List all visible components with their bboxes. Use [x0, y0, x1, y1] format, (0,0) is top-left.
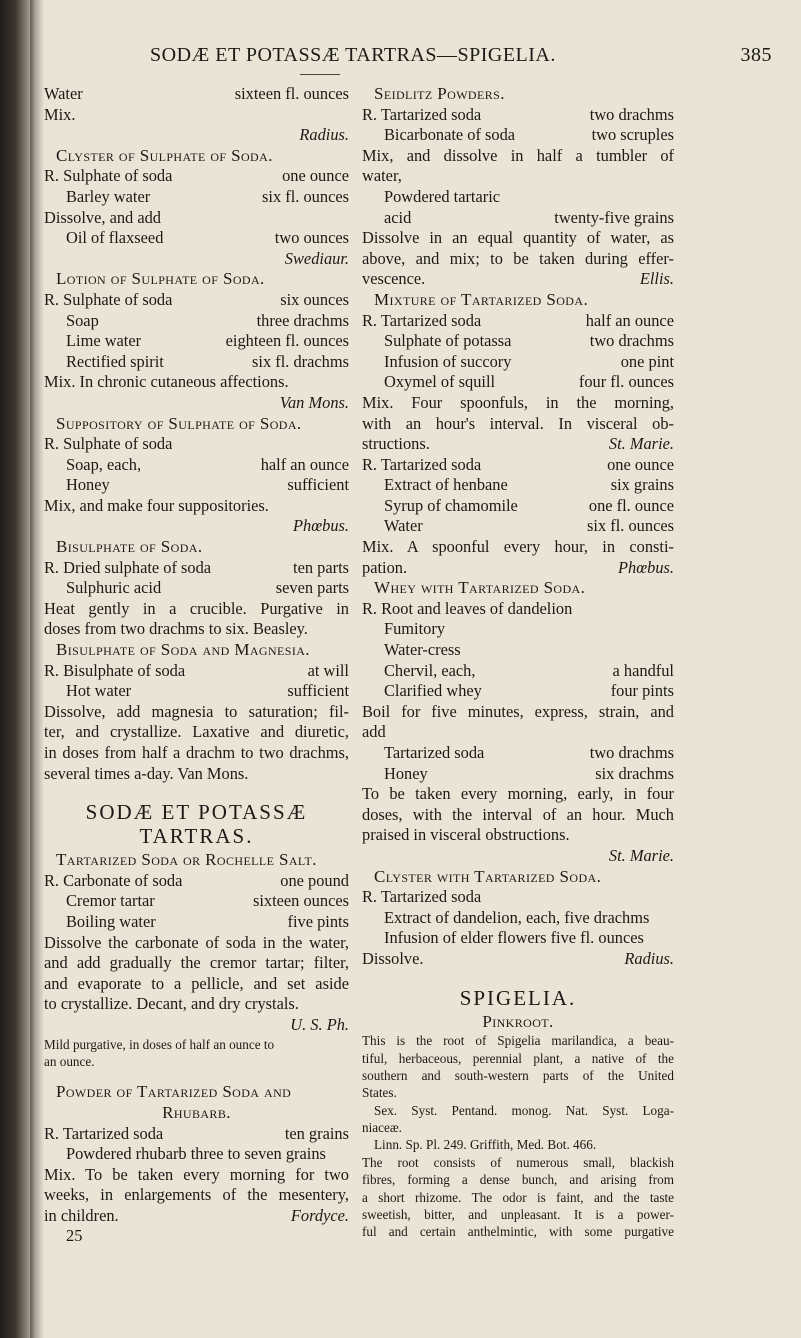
ingredient-quantity: Fordyce. — [290, 1205, 349, 1225]
text-line: in doses from half a drachm to two drachms, — [44, 743, 349, 762]
ingredient-quantity: Ellis. — [639, 269, 674, 289]
ingredient-quantity: twenty-five grains — [554, 207, 674, 227]
ingredient-quantity: one fl. ounce — [588, 495, 674, 515]
ingredient-line — [44, 475, 349, 496]
text-line: weeks, in enlargements of the mesentery, — [44, 1185, 349, 1205]
description-line: The root consists of numerous small, blackish — [362, 1154, 674, 1170]
ingredient-line — [44, 290, 349, 311]
text-line: ter, and crystallize. Laxative and diuretic, — [44, 722, 349, 742]
ingredient-quantity: sufficient — [287, 475, 349, 495]
ingredient-name: Bicarbonate of soda — [384, 125, 516, 145]
text-line: water, — [362, 166, 402, 186]
ingredient-name: Cremor tartar — [66, 891, 155, 911]
ingredient-line — [44, 311, 349, 332]
text-line: several times a-day. Van Mons. — [44, 763, 249, 783]
recipe-heading: Suppository of Sulphate of Soda. — [56, 413, 302, 433]
ingredient-line — [362, 681, 674, 702]
description-line: States. — [362, 1085, 397, 1101]
description-line: a short rhizome. The odor is faint, and the taste — [362, 1189, 674, 1205]
ingredient-name: Oxymel of squill — [384, 372, 496, 392]
ingredient-line — [44, 352, 349, 373]
ingredient-name: Boiling water — [66, 911, 156, 931]
ingredient-line — [44, 891, 349, 912]
description-line: ful and certain anthelmintic, with some purgative — [362, 1224, 674, 1240]
ingredient-line — [362, 516, 674, 537]
recipe-heading: Whey with Tartarized Soda. — [374, 578, 586, 598]
ingredient-quantity: a handful — [612, 660, 674, 680]
text-line: above, and mix; to be taken during effer- — [362, 248, 674, 268]
description-line: Mild purgative, in doses of half an ounce to — [44, 1036, 275, 1052]
text-line: Extract of dandelion, each, five drachms — [384, 907, 650, 927]
ingredient-name: R. Tartarized soda — [362, 104, 482, 124]
text-line: Mix. — [44, 104, 76, 124]
ingredient-name: R. Tartarized soda — [44, 1123, 164, 1143]
ingredient-line — [44, 84, 349, 105]
ingredient-name: Infusion of succory — [384, 351, 512, 371]
recipe-heading: Clyster with Tartarized Soda. — [374, 866, 602, 886]
ingredient-quantity: seven parts — [275, 578, 349, 598]
ingredient-name: Water — [384, 516, 423, 536]
ingredient-name: R. Tartarized soda — [362, 310, 482, 330]
ingredient-quantity: St. Marie. — [608, 434, 674, 454]
description-line: sweetish, bitter, and unpleasant. It is a power- — [362, 1207, 674, 1223]
ingredient-quantity: six fl. ounces — [587, 516, 674, 536]
text-line: praised in visceral obstructions. — [362, 825, 570, 845]
ingredient-name: Oil of flaxseed — [66, 228, 164, 248]
spacer — [44, 1070, 349, 1082]
ingredient-line — [362, 208, 674, 229]
spacer — [44, 784, 349, 802]
text-line: to crystallize. Decant, and dry crystals. — [44, 994, 299, 1014]
ingredient-quantity: two ounces — [274, 228, 349, 248]
text-line: with an hour's interval. In visceral ob- — [362, 413, 674, 433]
ingredient-line — [44, 871, 349, 892]
ingredient-quantity: six grains — [610, 475, 674, 495]
ingredient-quantity: half an ounce — [260, 454, 349, 474]
ingredient-quantity: four pints — [610, 681, 674, 701]
ingredient-line — [44, 558, 349, 579]
ingredient-quantity: sufficient — [287, 681, 349, 701]
ingredient-line — [362, 311, 674, 332]
ingredient-quantity: one pound — [280, 870, 349, 890]
ingredient-quantity: one ounce — [282, 166, 349, 186]
ingredient-quantity: two drachms — [589, 743, 674, 762]
ingredient-name: Clarified whey — [384, 681, 482, 701]
text-line: Dissolve, add magnesia to saturation; fil- — [44, 701, 349, 721]
ingredient-name: Honey — [66, 475, 110, 495]
ingredient-line — [44, 578, 349, 599]
ingredient-quantity: Radius. — [624, 948, 674, 968]
ingredient-name: R. Tartarized soda — [362, 454, 482, 474]
ingredient-name: R. Dried sulphate of soda — [44, 557, 212, 577]
text-line: Powdered tartaric — [384, 186, 501, 206]
gutter-shadow — [30, 0, 44, 1338]
ingredient-line — [44, 1206, 349, 1227]
ingredient-name: Honey — [384, 763, 428, 783]
ingredient-line — [362, 331, 674, 352]
attribution: St. Marie. — [608, 845, 674, 865]
text-line: To be taken every morning, early, in four — [362, 784, 674, 804]
text-line: and add gradually the cremor tartar; filter, — [44, 953, 349, 973]
running-header — [150, 44, 790, 74]
ingredient-line — [44, 331, 349, 352]
text-line: Powdered rhubarb three to seven grains — [66, 1144, 326, 1164]
ingredient-name: Sulphate of potassa — [384, 331, 512, 351]
ingredient-line — [362, 434, 674, 455]
text-line: Dissolve in an equal quantity of water, as — [362, 228, 674, 248]
ingredient-quantity: one ounce — [607, 454, 674, 474]
attribution: Phœbus. — [292, 516, 349, 536]
description-line: fibres, forming a dense bunch, and arising from — [362, 1172, 674, 1188]
ingredient-name: Dissolve. — [362, 948, 424, 968]
text-line: Fumitory — [384, 619, 446, 639]
text-line: doses from two drachms to six. Beasley. — [44, 619, 308, 639]
recipe-heading: Powder of Tartarized Soda and — [56, 1082, 292, 1102]
ingredient-quantity: six ounces — [280, 289, 349, 309]
ingredient-name: Tartarized soda — [384, 743, 485, 762]
ingredient-line — [362, 496, 674, 517]
ingredient-quantity: five pints — [287, 911, 349, 931]
text-line: Mix. To be taken every morning for two — [44, 1164, 349, 1184]
ingredient-quantity: sixteen fl. ounces — [234, 84, 349, 103]
text-line: Boil for five minutes, express, strain, and — [362, 701, 674, 721]
ingredient-line — [362, 105, 674, 126]
ingredient-line — [362, 352, 674, 373]
spacer — [362, 970, 674, 988]
attribution: U. S. Ph. — [290, 1014, 349, 1034]
ingredient-line — [44, 1124, 349, 1145]
text-line: Dissolve, and add — [44, 207, 161, 227]
ingredient-line — [44, 661, 349, 682]
section-title: TARTRAS. — [139, 826, 254, 849]
ingredient-line — [44, 166, 349, 187]
description-line: tiful, herbaceous, perennial plant, a native of the — [362, 1050, 674, 1066]
recipe-heading: Lotion of Sulphate of Soda. — [56, 269, 265, 289]
description-line: This is the root of Spigelia marilandica, a beau- — [362, 1033, 674, 1049]
ingredient-line — [44, 455, 349, 476]
ingredient-quantity: six fl. drachms — [252, 351, 349, 371]
left-column — [44, 84, 349, 1247]
ingredient-line — [44, 228, 349, 249]
ingredient-name: Water — [44, 84, 83, 103]
section-title: SPIGELIA. — [459, 987, 577, 1010]
ingredient-name: Syrup of chamomile — [384, 495, 518, 515]
attribution: Radius. — [299, 125, 349, 145]
ingredient-line — [362, 949, 674, 970]
text-line: R. Tartarized soda — [362, 887, 482, 907]
text-line: doses, with the interval of an hour. Much — [362, 804, 674, 824]
ingredient-line — [44, 912, 349, 933]
ingredient-line — [362, 372, 674, 393]
description-line: Sex. Syst. Pentand. monog. Nat. Syst. Loga- — [374, 1102, 674, 1118]
recipe-heading: Bisulphate of Soda. — [56, 537, 203, 557]
ingredient-name: R. Sulphate of soda — [44, 166, 173, 186]
ingredient-name: Rectified spirit — [66, 351, 164, 371]
text-line: R. Root and leaves of dandelion — [362, 598, 573, 618]
recipe-heading: Pinkroot. — [482, 1011, 554, 1031]
recipe-heading: Clyster of Sulphate of Soda. — [56, 145, 273, 165]
description-line: Linn. Sp. Pl. 249. Griffith, Med. Bot. 466. — [374, 1137, 597, 1153]
ingredient-name: Chervil, each, — [384, 660, 476, 680]
running-title: SODÆ ET POTASSÆ TARTRAS—SPIGELIA. — [150, 44, 556, 66]
text-line: Mix. Four spoonfuls, in the morning, — [362, 392, 674, 412]
recipe-heading: Tartarized Soda or Rochelle Salt. — [56, 850, 317, 870]
ingredient-name: Soap — [66, 310, 99, 330]
description-line: an ounce. — [44, 1053, 95, 1069]
description-line: southern and south-western parts of the United — [362, 1067, 674, 1083]
recipe-heading: Bisulphate of Soda and Magnesia. — [56, 640, 310, 660]
ingredient-line — [362, 558, 674, 579]
recipe-heading: Seidlitz Powders. — [374, 84, 505, 103]
header-ornament-rule — [300, 74, 340, 75]
ingredient-name: pation. — [362, 557, 408, 577]
ingredient-name: Extract of henbane — [384, 475, 508, 495]
ingredient-name: in children. — [44, 1205, 119, 1225]
ingredient-quantity: two scruples — [591, 125, 674, 145]
page-number: 385 — [740, 44, 772, 66]
ingredient-name: R. Carbonate of soda — [44, 870, 183, 890]
ingredient-quantity: three drachms — [256, 310, 349, 330]
ingredient-name: R. Sulphate of soda — [44, 289, 173, 309]
ingredient-line — [362, 743, 674, 764]
ingredient-quantity: sixteen ounces — [252, 891, 349, 911]
text-line: 25 — [66, 1226, 83, 1246]
attribution: Van Mons. — [279, 392, 349, 412]
ingredient-quantity: at will — [307, 660, 349, 680]
ingredient-line — [362, 269, 674, 290]
text-line: Heat gently in a crucible. Purgative in — [44, 598, 349, 618]
ingredient-quantity: two drachms — [589, 104, 674, 124]
ingredient-line — [44, 681, 349, 702]
ingredient-line — [362, 475, 674, 496]
text-line: add — [362, 722, 386, 742]
ingredient-name: Hot water — [66, 681, 132, 701]
ingredient-line — [362, 455, 674, 476]
ingredient-line — [362, 661, 674, 682]
ingredient-quantity: half an ounce — [585, 310, 674, 330]
ingredient-line — [44, 187, 349, 208]
ingredient-quantity: eighteen fl. ounces — [225, 331, 349, 351]
ingredient-quantity: Phœbus. — [617, 557, 674, 577]
text-line: Water-cress — [384, 640, 461, 660]
ingredient-name: structions. — [362, 434, 430, 454]
text-line: Mix. In chronic cutaneous affections. — [44, 372, 289, 392]
ingredient-name: acid — [384, 207, 412, 227]
ingredient-quantity: two drachms — [589, 331, 674, 351]
ingredient-name: Lime water — [66, 331, 142, 351]
text-line: Infusion of elder flowers five fl. ounces — [384, 928, 644, 948]
ingredient-quantity: ten parts — [293, 557, 349, 577]
ingredient-name: R. Bisulphate of soda — [44, 660, 186, 680]
text-line: Dissolve the carbonate of soda in the water, — [44, 932, 349, 952]
ingredient-line — [362, 125, 674, 146]
ingredient-name: vescence. — [362, 269, 426, 289]
book-spine-shadow — [0, 0, 34, 1338]
ingredient-name: Soap, each, — [66, 454, 142, 474]
description-line: niaceæ. — [362, 1120, 402, 1136]
ingredient-name: Barley water — [66, 186, 151, 206]
ingredient-line — [362, 764, 674, 785]
section-title: SODÆ ET POTASSÆ — [85, 802, 308, 825]
ingredient-quantity: six drachms — [595, 763, 674, 783]
text-line: Mix. A spoonful every hour, in consti- — [362, 537, 674, 557]
text-line: Mix, and dissolve in half a tumbler of — [362, 145, 674, 165]
attribution: Swediaur. — [284, 248, 349, 268]
recipe-heading: Rhubarb. — [162, 1102, 231, 1122]
ingredient-name: Sulphuric acid — [66, 578, 162, 598]
ingredient-quantity: six fl. ounces — [262, 186, 349, 206]
ingredient-quantity: four fl. ounces — [578, 372, 674, 392]
recipe-heading: Mixture of Tartarized Soda. — [374, 289, 589, 309]
text-line: and evaporate to a pellicle, and set aside — [44, 973, 349, 993]
ingredient-quantity: one pint — [620, 351, 674, 371]
text-line: R. Sulphate of soda — [44, 434, 173, 454]
ingredient-quantity: ten grains — [284, 1123, 349, 1143]
right-column — [362, 84, 674, 1241]
text-line: Mix, and make four suppositories. — [44, 495, 269, 515]
